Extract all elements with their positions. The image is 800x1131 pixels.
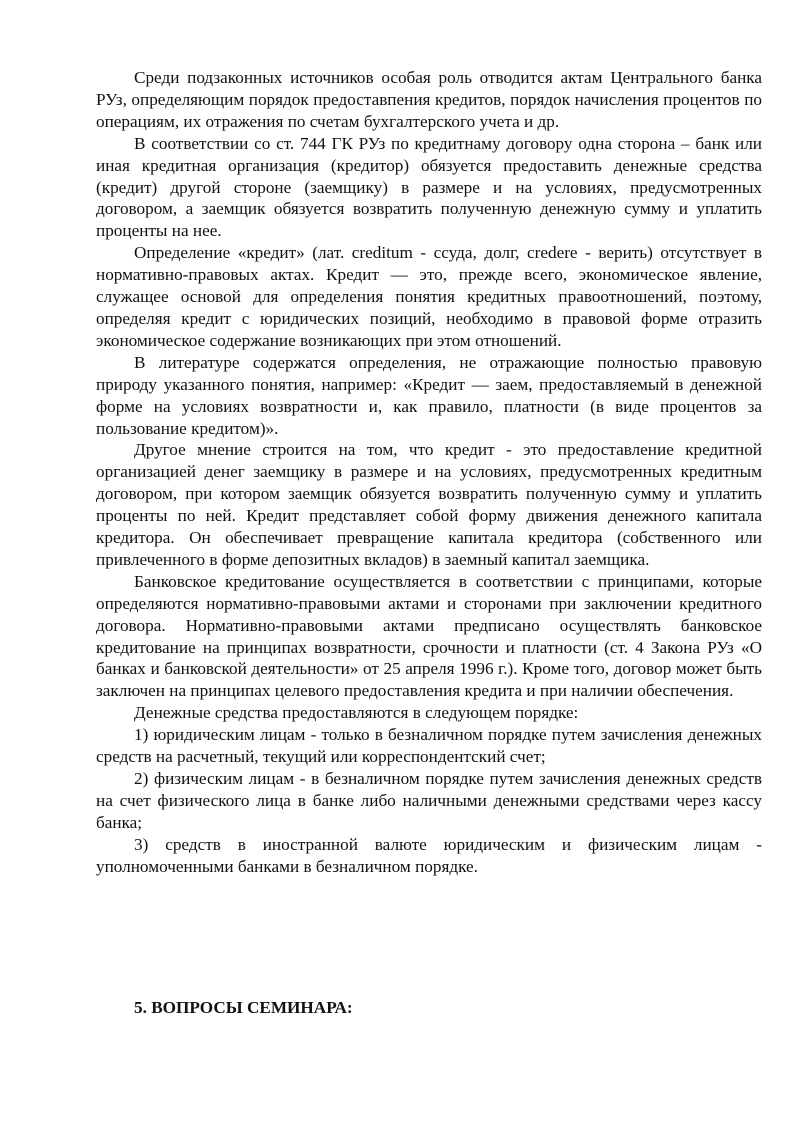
list-item-1: 1) юридическим лицам - только в безналичном порядке путем зачисления денежных средств на расчетный, текущий или корреспондентский счет; (96, 725, 762, 767)
paragraph-2: В соответствии со ст. 744 ГК РУз по кредитнаму договору одна сторона – банк или иная кредитная организация (кредитор) обязуется предоставить денежные средства (кредит) другой стороне (заемщику) в размере и на условиях, предусмотренных договором, а заемщик обязуется возвратить полученную денежную сумму и уплатить проценты на нее. (96, 133, 762, 241)
paragraph-6: Банковское кредитование осуществляется в соответствии с принципами, которые определяются нормативно-правовыми актами и сторонами при заключении кредитного договора. Нормативно-правовыми актами предписано осуществлять банковское кредитование на принципах возвратности, срочности и платности (ст. 4 Закона РУз «О банках и банковской деятельности» от 25 апреля 1996 г.). Кроме того, договор может быть заключен на принципах целевого предоставления кредита и при наличии обеспечения. (96, 571, 762, 701)
section-heading: 5. ВОПРОСЫ СЕМИНАРА: (134, 998, 353, 1017)
list-item-3: 3) средств в иностранной валюте юридическим и физическим лицам - уполномоченными банками в безналичном порядке. (96, 834, 762, 876)
paragraph-7: Денежные средства предоставляются в следующем порядке: (134, 703, 579, 723)
document-body (96, 67, 762, 878)
paragraph-1: Среди подзаконных источников особая роль отводится актам Центрального банка РУз, определяющим порядок предоставпения кредитов, порядок начисления процентов по операциям, их отражения по счетам бухгалтерского учета и др. (96, 68, 762, 131)
list-item-2: 2) физическим лицам - в безналичном порядке путем зачисления денежных средств на счет физического лица в банке либо наличными денежными средствами через кассу банка; (96, 769, 762, 832)
paragraph-3: Определение «кредит» (лат. creditum - ссуда, долг, credere - верить) отсутствует в нормативно-правовых актах. Кредит — это, прежде всего, экономическое явление, служащее основой для определения понятия кредитных правоотношений, поэтому, определяя кредит с юридических позиций, необходимо в правовой форме отразить экономическое содержание возникающих при этом отношений. (96, 243, 762, 350)
paragraph-5: Другое мнение строится на том, что кредит - это предоставление кредитной организацией денег заемщику в размере и на условиях, предусмотренных кредитным договором, при котором заемщик обязуется возвратить полученную сумму и уплатить проценты по ней. Кредит представляет собой форму движения денежного капитала кредитора. Он обеспечивает превращение капитала кредитора (собственного или привлеченного в форме депозитных вкладов) в заемный капитал заемщика. (96, 440, 762, 569)
paragraph-4: В литературе содержатся определения, не отражающие полностью правовую природу указанного понятия, например: «Кредит — заем, предоставляемый в денежной форме на условиях возвратности и, как правило, платности (в виде процентов за пользование кредитом)». (96, 352, 762, 438)
